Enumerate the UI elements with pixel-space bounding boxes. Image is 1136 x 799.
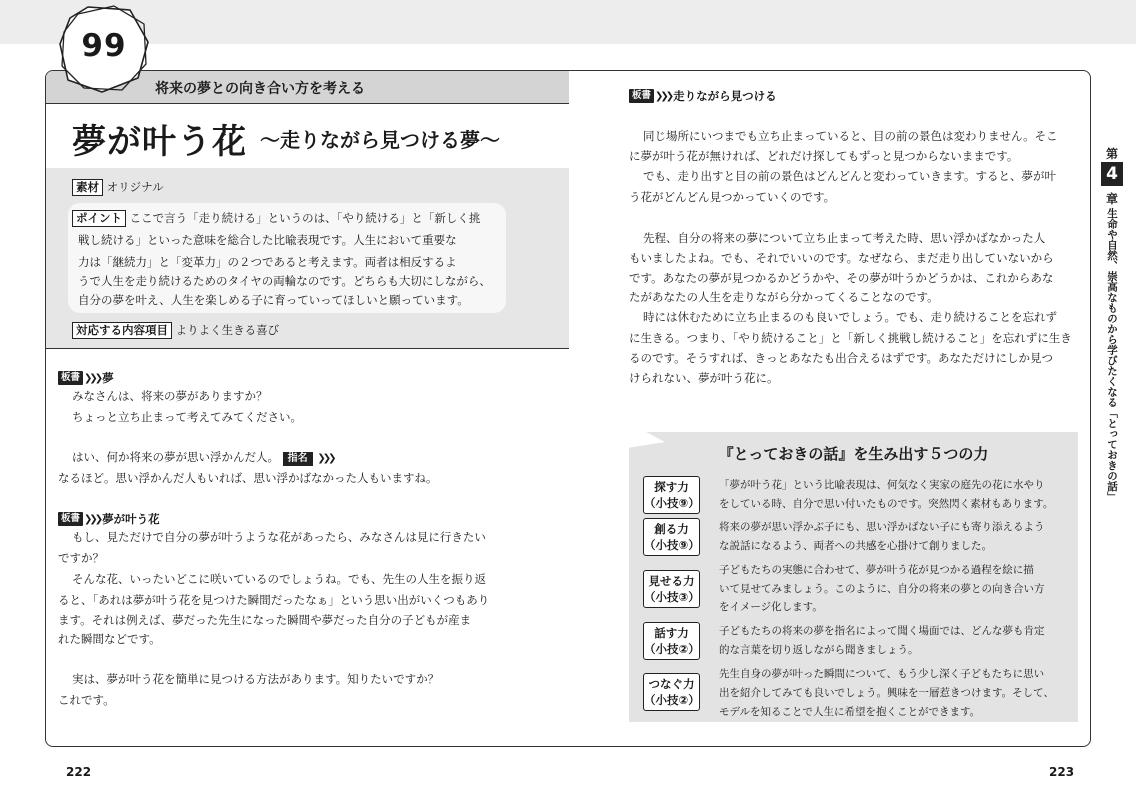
section-heading-text: 走りながら見つける xyxy=(673,89,777,103)
power-desc-line: 子どもたちの実態に合わせて、夢が叶う花が見つかる過程を絵に描 xyxy=(719,564,1034,576)
power-ref: （小技②） xyxy=(644,642,700,656)
body-line: ですか？ xyxy=(58,551,104,565)
power-label-hanasu xyxy=(643,622,700,660)
body-line-text: はい、何か将来の夢が思い浮かんだ人。 xyxy=(72,450,279,464)
bansho-label: 板書 xyxy=(58,512,83,526)
power-desc-line: をしている時、自分で思い付いたものです。突然閃く素材もあります。 xyxy=(719,498,1054,510)
body-line: 同じ場所にいつまでも立ち止まっていると、目の前の景色は変わりません。そこ xyxy=(643,129,1058,143)
body-line: う花がどんどん見つかっていくのです。 xyxy=(629,190,836,204)
page-number-left: 222 xyxy=(66,765,92,779)
power-ref: （小技③） xyxy=(644,590,700,604)
power-desc-line: 出を紹介してみても良いでしょう。興味を一層惹きつけます。そして、 xyxy=(719,687,1054,699)
chapter-prefix: 第 xyxy=(1105,147,1118,161)
body-line: ると、「あれは夢が叶う花を見つけた瞬間だったなぁ」という思い出がいくつもあり xyxy=(58,593,490,607)
section-heading-yume xyxy=(58,370,114,386)
triple-chevron-icon: ❯❯❯ xyxy=(84,513,101,525)
source-value: オリジナル xyxy=(106,180,164,194)
body-line: もし、見ただけで自分の夢が叶うような花があったら、みなさんは見に行きたい xyxy=(72,530,486,544)
body-line: けられない、夢が叶う花に。 xyxy=(629,371,779,385)
body-line: に生きる。つまり、「やり続けること」と「新しく挑戦し続けること」を忘れずに生き xyxy=(629,331,1072,345)
power-name: 創る力 xyxy=(654,522,689,536)
content-row xyxy=(72,320,279,340)
body-line: です。あなたの夢が見つかるかどうかや、その夢が叶うかどうかは、これからあな xyxy=(629,271,1054,285)
power-ref: （小技⑨） xyxy=(644,538,700,552)
triple-chevron-icon: ❯❯❯ xyxy=(84,372,101,384)
body-line: 先程、自分の将来の夢について立ち止まって考えた時、思い浮かばなかった人 xyxy=(643,231,1046,245)
body-line: ます。それは例えば、夢だった先生になった瞬間や夢だった自分の子どもが産ま xyxy=(58,613,472,627)
section-heading-hashiri xyxy=(629,88,777,104)
story-number: 99 xyxy=(81,28,127,64)
chapter-number: 4 xyxy=(1101,162,1123,186)
body-line: に夢が叶う花が無ければ、どれだけ探してもずっと見つからないままです。 xyxy=(629,149,1019,163)
power-desc-line: 先生自身の夢が叶った瞬間について、もう少し深く子どもたちに思い xyxy=(719,668,1045,680)
body-line xyxy=(72,447,335,469)
power-desc-line: 子どもたちの将来の夢を指名によって聞く場面では、どんな夢も肯定 xyxy=(719,625,1045,637)
story-subtitle: 将来の夢との向き合い方を考える xyxy=(155,81,365,97)
power-name: つなぐ力 xyxy=(648,677,695,691)
body-line: ちょっと立ち止まって考えてみてください。 xyxy=(72,410,302,424)
power-name: 見せる力 xyxy=(648,574,695,588)
power-ref: （小技②） xyxy=(644,693,700,707)
power-label-sagasu xyxy=(643,476,700,514)
point-text-2: 戦し続ける」といった意味を総合した比喩表現です。人生において重要な xyxy=(78,233,457,247)
power-desc-line: をイメージ化します。 xyxy=(719,601,823,613)
section-heading-text: 夢 xyxy=(102,371,114,385)
chapter-title: 生命や自然、崇高なものから学びたくなる「とっておきの話」 xyxy=(1106,208,1118,502)
power-desc-line: な説話になるよう、両者への共感を心掛けて創りました。 xyxy=(719,540,992,552)
source-row xyxy=(72,177,164,197)
power-desc-line: 「夢が叶う花」という比喩表現は、何気なく実家の庭先の花に水やり xyxy=(719,479,1045,491)
power-desc-line: 将来の夢が思い浮かぶ子にも、思い浮かばない子にも寄り添えるよう xyxy=(719,521,1045,533)
power-name: 話す力 xyxy=(654,626,689,640)
body-line: 実は、夢が叶う花を簡単に見つける方法があります。知りたいですか？ xyxy=(72,672,440,686)
body-line: でも、走り出すと目の前の景色はどんどんと変わっていきます。すると、夢が叶 xyxy=(643,169,1056,183)
bansho-label: 板書 xyxy=(629,89,654,103)
power-desc-line: いて見せてみましょう。このように、自分の将来の夢との向き合い方 xyxy=(719,583,1045,595)
five-powers-title: 『とっておきの話』を生み出す５つの力 xyxy=(718,445,989,463)
point-tag: ポイント xyxy=(72,210,126,227)
triple-chevron-icon: ❯❯❯ xyxy=(317,453,334,464)
page-number-right: 223 xyxy=(1049,765,1075,779)
source-tag: 素材 xyxy=(72,179,103,196)
body-line: たがあなたの人生を走りながら分かってくることなのです。 xyxy=(629,290,939,304)
power-desc-line: 的な言葉を切り返しながら聞きましょう。 xyxy=(719,644,919,656)
top-band xyxy=(0,0,1136,44)
point-line-1 xyxy=(72,208,480,228)
triple-chevron-icon: ❯❯❯ xyxy=(655,90,672,102)
power-label-tsunagu xyxy=(643,673,700,711)
body-line: そんな花、いったいどこに咲いているのでしょうね。でも、先生の人生を振り返 xyxy=(72,572,486,586)
power-name: 探す力 xyxy=(654,480,689,494)
point-text-4: うで人生を走り続けるためのタイヤの両輪なのです。どちらも大切にしながら、 xyxy=(78,274,491,288)
power-desc-line: モデルを知ることで人生に希望を抱くことができます。 xyxy=(719,706,981,718)
section-heading-hana xyxy=(58,511,160,527)
body-line: 時には休むために立ち止まるのも良いでしょう。でも、走り続けることを忘れず xyxy=(643,310,1057,324)
body-line: これです。 xyxy=(58,693,115,707)
body-line: るのです。そうすれば、きっとあなたも出合えるはずです。あなただけにしか見つ xyxy=(629,351,1054,365)
point-text-3: 力は「継続力」と「変革力」の２つであると考えます。両者は相反するよ xyxy=(78,255,457,269)
section-heading-text: 夢が叶う花 xyxy=(102,512,160,526)
bansho-label: 板書 xyxy=(58,371,83,385)
body-line: なるほど。思い浮かんだ人もいれば、思い浮かばなかった人もいますね。 xyxy=(58,471,438,485)
power-label-tsukuru xyxy=(643,518,700,556)
point-text-5: 自分の夢を叶え、人生を楽しめる子に育っていってほしいと願っています。 xyxy=(78,293,469,307)
shimei-label: 指名 xyxy=(283,452,313,466)
power-label-miseru xyxy=(643,570,700,608)
power-ref: （小技⑨） xyxy=(644,496,700,510)
content-value: よりよく生きる喜び xyxy=(175,323,280,337)
content-tag: 対応する内容項目 xyxy=(72,322,172,339)
body-line: れた瞬間などです。 xyxy=(58,632,161,646)
body-line: みなさんは、将来の夢がありますか？ xyxy=(72,389,268,403)
page-title: 夢が叶う花 xyxy=(72,122,247,162)
chapter-suffix: 章 xyxy=(1105,192,1118,206)
body-line: もいましたよね。でも、それでいいのです。なぜなら、まだ走り出していないから xyxy=(629,251,1054,265)
page-title-sub: ～走りながら見つける夢～ xyxy=(260,128,500,152)
point-text-1: ここで言う「走り続ける」というのは、「やり続ける」と「新しく挑 xyxy=(129,211,481,225)
